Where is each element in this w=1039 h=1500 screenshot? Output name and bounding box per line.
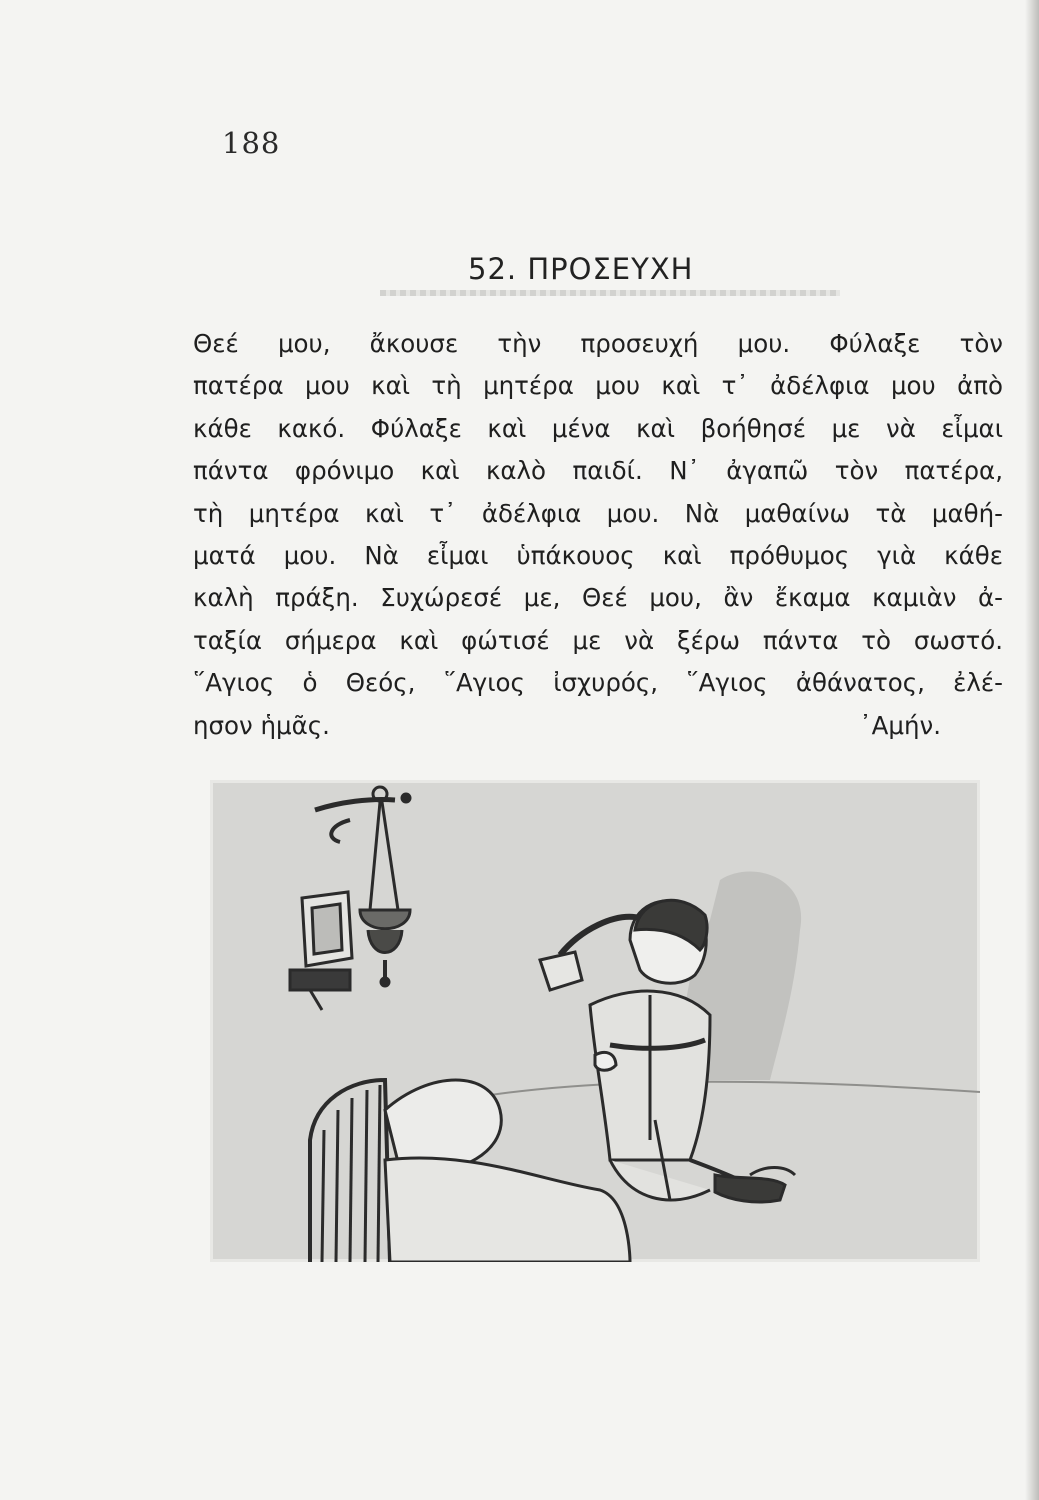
- prayer-closing-text: ησον ἡμᾶς.: [193, 710, 330, 740]
- amen-text: ᾽Αμήν.: [859, 710, 941, 740]
- chapter-title: 52. ΠΡΟΣΕΥΧΗ: [468, 252, 694, 286]
- prayer-line: ματά μου. Νὰ εἶμαι ὑπάκουος καὶ πρόθυμος γιὰ κάθε: [193, 540, 1003, 570]
- page-edge-shadow: [1025, 0, 1039, 1500]
- page-number: 188: [222, 126, 281, 160]
- title-underline-smudge: [380, 290, 840, 296]
- prayer-line: πάντα φρόνιμο καὶ καλὸ παιδί. Ν᾽ ἀγαπῶ τὸν πατέρα,: [193, 456, 1003, 486]
- prayer-line: κάθε κακό. Φύλαξε καὶ μένα καὶ βοήθησέ με νὰ εἶμαι: [193, 413, 1003, 443]
- prayer-line: ῞Αγιος ὁ Θεός, ῞Αγιος ἰσχυρός, ῞Αγιος ἀθάνατος, ἐλέ-: [193, 668, 1003, 698]
- prayer-line: ταξία σήμερα καὶ φώτισέ με νὰ ξέρω πάντα τὸ σωστό.: [193, 625, 1003, 655]
- prayer-line: καλὴ πράξη. Συχώρεσέ με, Θεέ μου, ἂν ἔκαμα καμιὰν ἀ-: [193, 583, 1003, 613]
- prayer-line: Θεέ μου, ἄκουσε τὴν προσευχή μου. Φύλαξε τὸν: [193, 329, 1003, 358]
- prayer-line: πατέρα μου καὶ τὴ μητέρα μου καὶ τ᾽ ἀδέλφια μου ἀπὸ: [193, 371, 1003, 401]
- prayer-text: [193, 323, 1003, 747]
- praying-boy-illustration: [210, 780, 980, 1262]
- prayer-closing-line: [193, 705, 1003, 747]
- prayer-line: τὴ μητέρα καὶ τ᾽ ἀδέλφια μου. Νὰ μαθαίνω τὰ μαθή-: [193, 498, 1003, 528]
